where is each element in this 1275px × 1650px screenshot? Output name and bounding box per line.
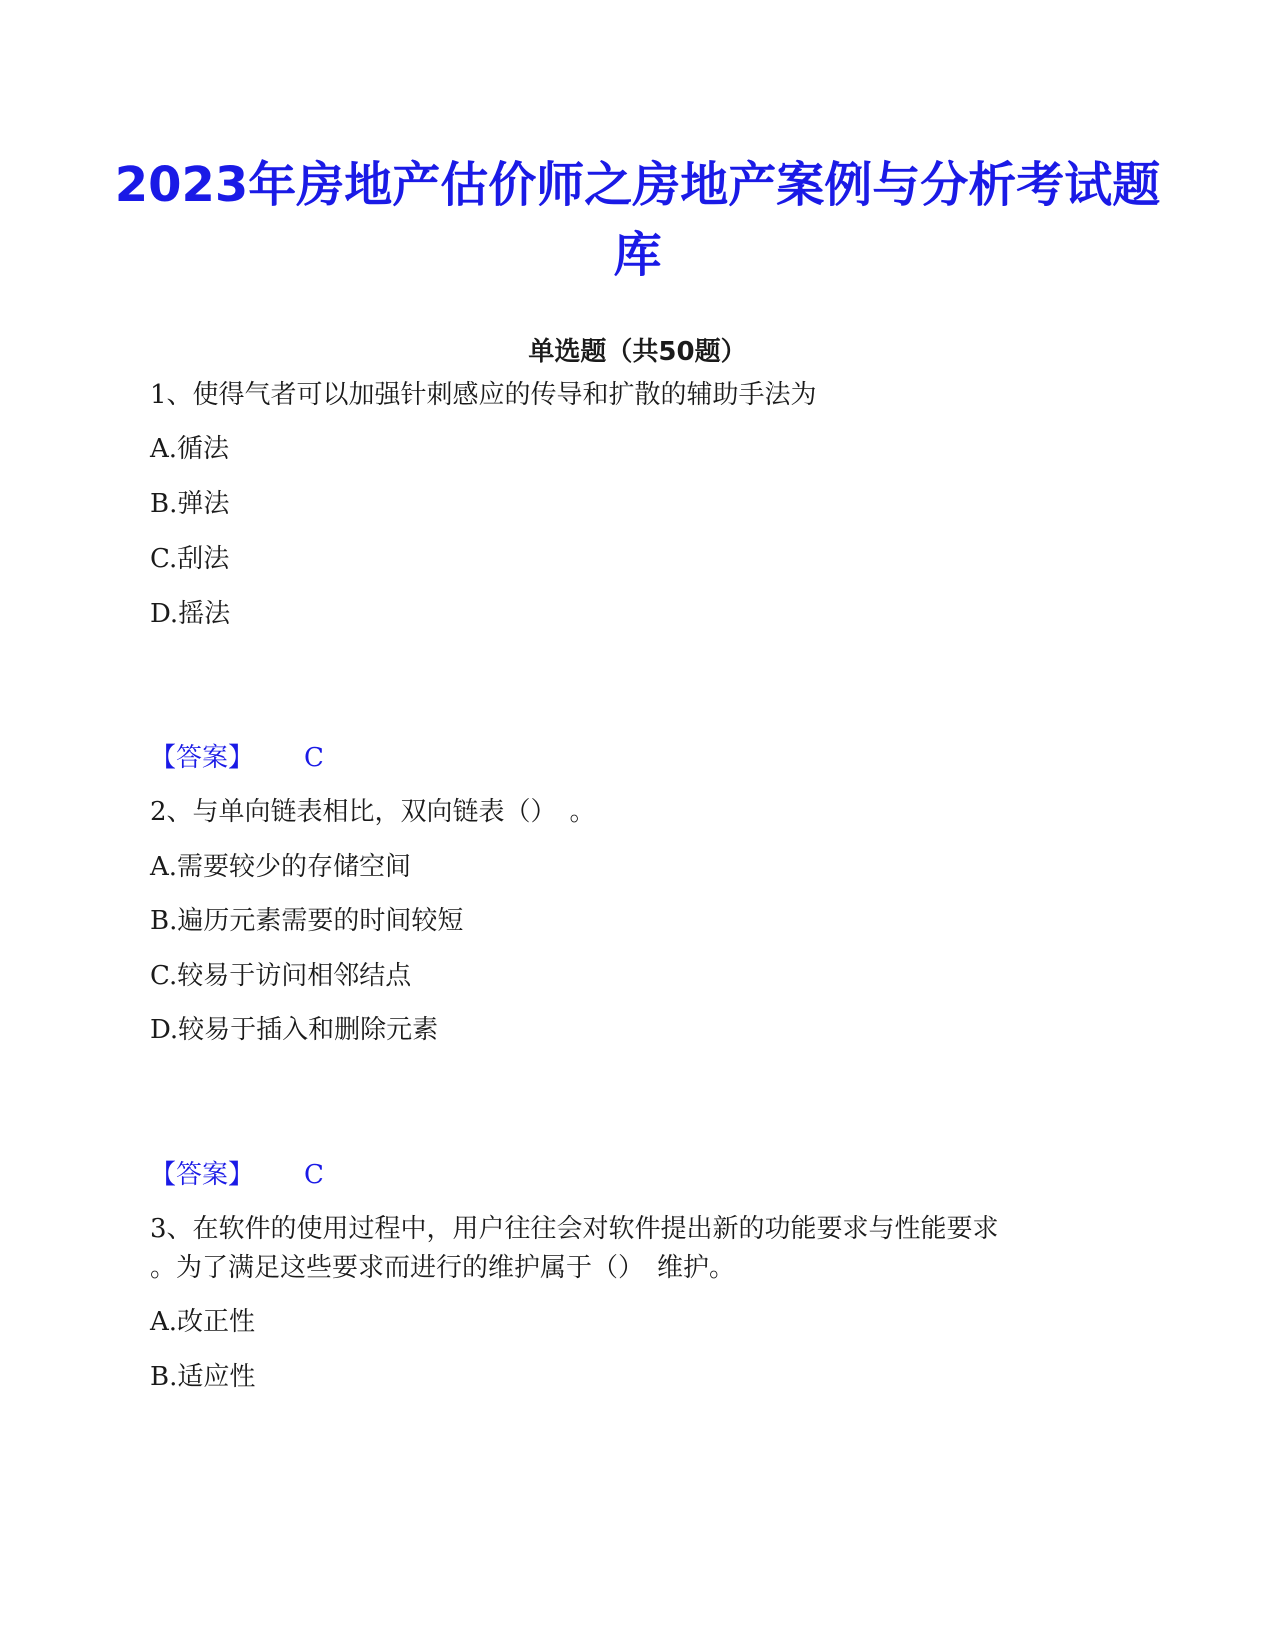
question-3-option-a: A.改正性 xyxy=(150,1307,256,1337)
page-title: 2023年房地产估价师之房地产案例与分析考试题库 xyxy=(114,157,1161,283)
answer-label: 【答案】 xyxy=(150,743,255,773)
answer-label: 【答案】 xyxy=(150,1160,255,1190)
question-2-option-d: D.较易于插入和删除元素 xyxy=(150,1015,439,1045)
answer-value: C xyxy=(304,743,324,773)
question-2-stem: 2、与单向链表相比，双向链表（） 。 xyxy=(150,797,596,827)
question-2-answer xyxy=(150,1157,324,1193)
question-1-stem: 1、使得气者可以加强针刺感应的传导和扩散的辅助手法为 xyxy=(150,380,817,410)
section-heading: 单选题（共50题） xyxy=(528,337,747,367)
question-2-option-a: A.需要较少的存储空间 xyxy=(150,852,412,882)
answer-value: C xyxy=(304,1160,324,1190)
question-3-option-b: B.适应性 xyxy=(150,1362,256,1392)
question-2-option-b: B.遍历元素需要的时间较短 xyxy=(150,906,464,936)
question-1-option-d: D.摇法 xyxy=(150,599,231,629)
question-1-option-c: C.刮法 xyxy=(150,544,230,574)
question-2-option-c: C.较易于访问相邻结点 xyxy=(150,961,412,991)
question-1-option-a: A.循法 xyxy=(150,434,230,464)
question-1-option-b: B.弹法 xyxy=(150,489,230,519)
question-1-answer xyxy=(150,740,324,776)
question-3-stem-line2: 。为了满足这些要求而进行的维护属于（） 维护。 xyxy=(150,1253,736,1283)
question-3-stem-line1: 3、在软件的使用过程中，用户往往会对软件提出新的功能要求与性能要求 xyxy=(150,1214,999,1244)
